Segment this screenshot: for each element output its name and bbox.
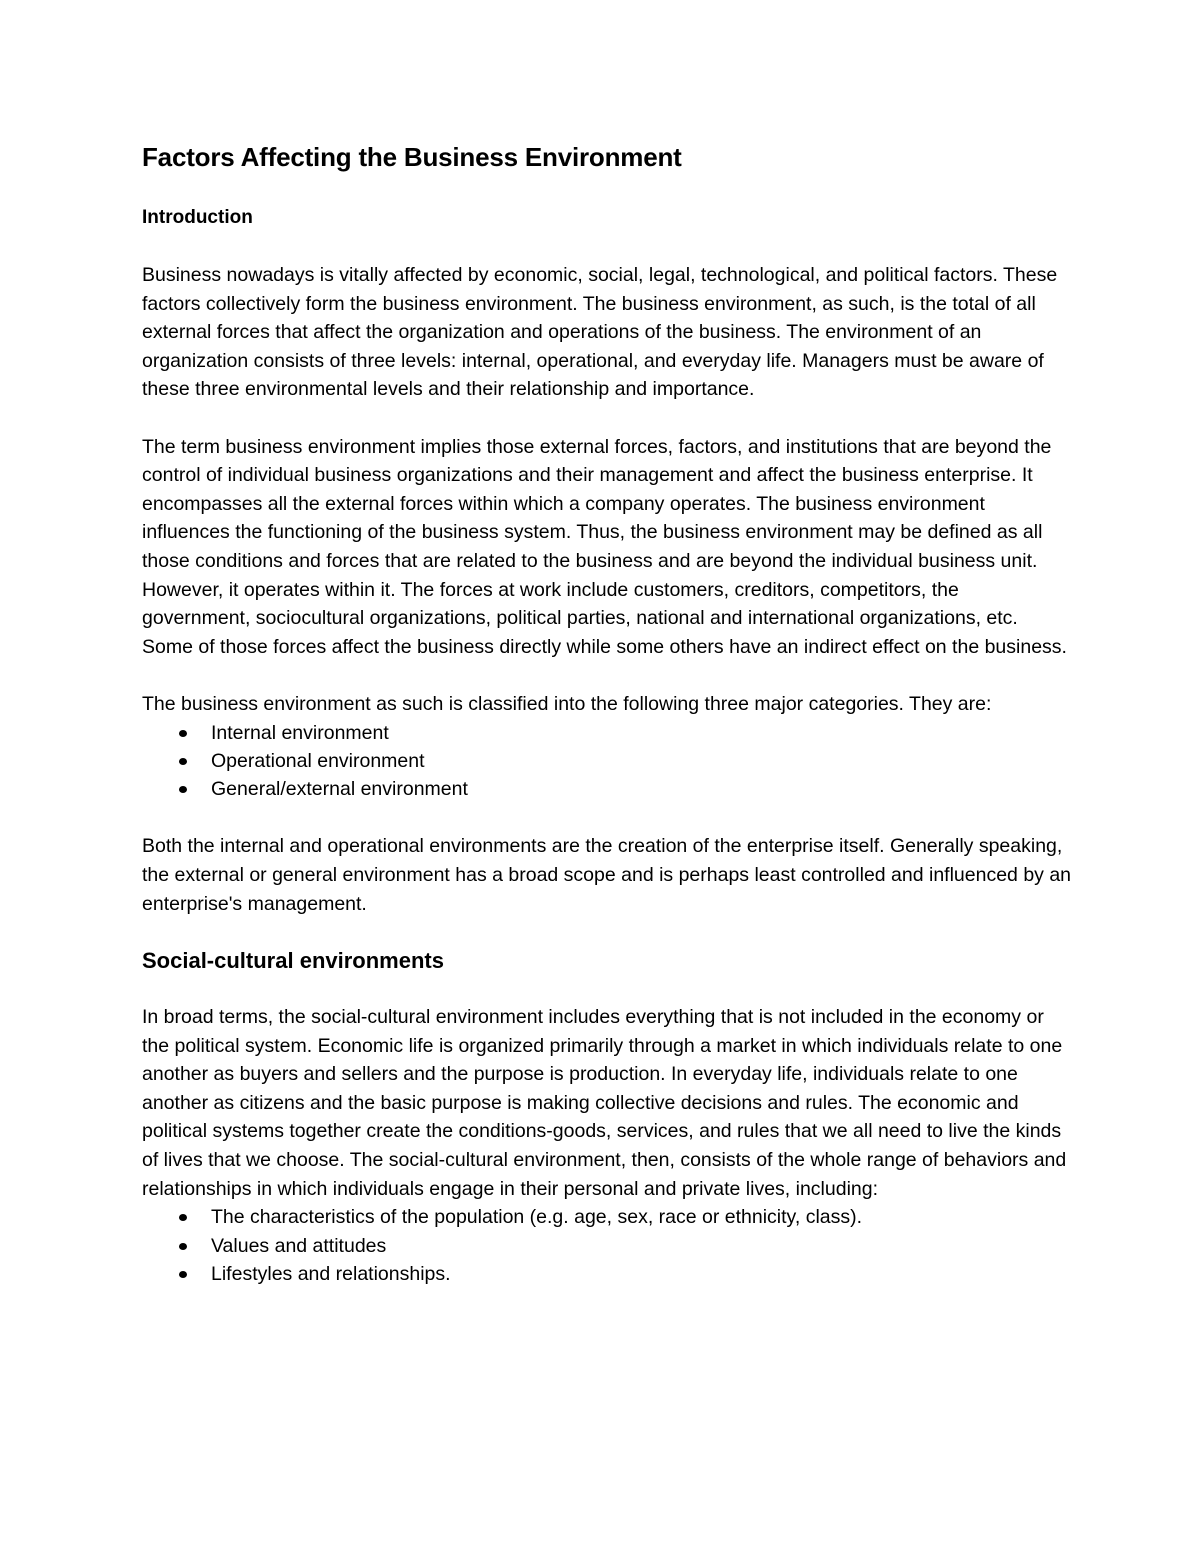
list-item-text: Lifestyles and relationships. xyxy=(211,1263,451,1286)
section-paragraph: In broad terms, the social-cultural environment includes everything that is not included in the economy or the political system. Economic life is organized primarily through a market in which individuals relate to one another as buyers and sellers and the purpose is production. In everyday life, individuals relate to one another as citizens and the basic purpose is making collective decisions and rules. The economic and political systems together create the conditions-goods, services, and rules that we all need to live the kinds of lives that we choose. The social-cultural environment, then, consists of the whole range of behaviors and relationships in which individuals engage in their personal and private lives, including: xyxy=(142,1006,1067,1200)
categories-list xyxy=(142,719,1072,804)
list-item-text: General/external environment xyxy=(211,778,468,801)
bullet-icon xyxy=(179,730,187,737)
list-item xyxy=(142,1203,1072,1231)
bullet-icon xyxy=(179,1214,187,1221)
bullet-icon xyxy=(179,1243,187,1250)
list-item-text: Internal environment xyxy=(211,721,389,744)
document-title: Factors Affecting the Business Environment xyxy=(142,142,682,172)
list-item xyxy=(142,719,1072,747)
list-item-text: Values and attitudes xyxy=(211,1234,387,1257)
list-item-text: The characteristics of the population (e.g. age, sex, race or ethnicity, class). xyxy=(211,1206,863,1229)
bullet-icon xyxy=(179,1271,187,1278)
intro-paragraph-1: Business nowadays is vitally affected by economic, social, legal, technological, and political factors. These factors collectively form the business environment. The business environment, as such, is the total of all external forces that affect the organization and operations of the business. The environment of an organization consists of three levels: internal, operational, and everyday life. Managers must be aware of these three environmental levels and their relationship and importance. xyxy=(142,264,1058,401)
bullet-icon xyxy=(179,786,187,793)
closing-paragraph: Both the internal and operational environments are the creation of the enterprise itself. Generally speaking, the external or general environment has a broad scope and is perhaps least controlled and influenced by an enterprise's management. xyxy=(142,835,1072,915)
social-cultural-list xyxy=(142,1203,1072,1288)
intro-paragraph-2: The term business environment implies those external forces, factors, and institutions that are beyond the control of individual business organizations and their management and affect the business enterprise. It encompasses all the external forces within which a company operates. The business environment influences the functioning of the business system. Thus, the business environment may be defined as all those conditions and forces that are related to the business and are beyond the individual business unit. However, it operates within it. The forces at work include customers, creditors, competitors, the government, sociocultural organizations, political parties, national and international organizations, etc. Some of those forces affect the business directly while some others have an indirect effect on the business. xyxy=(142,435,1067,658)
list-item xyxy=(142,1232,1072,1260)
list-item xyxy=(142,775,1072,803)
section-heading: Social-cultural environments xyxy=(142,948,444,974)
introduction-heading: Introduction xyxy=(142,207,253,228)
categories-intro-paragraph: The business environment as such is classified into the following three major categories. They are: xyxy=(142,692,992,715)
document-body xyxy=(142,140,1072,1288)
list-item xyxy=(142,1260,1072,1288)
bullet-icon xyxy=(179,758,187,765)
list-item-text: Operational environment xyxy=(211,749,425,772)
list-item xyxy=(142,747,1072,775)
